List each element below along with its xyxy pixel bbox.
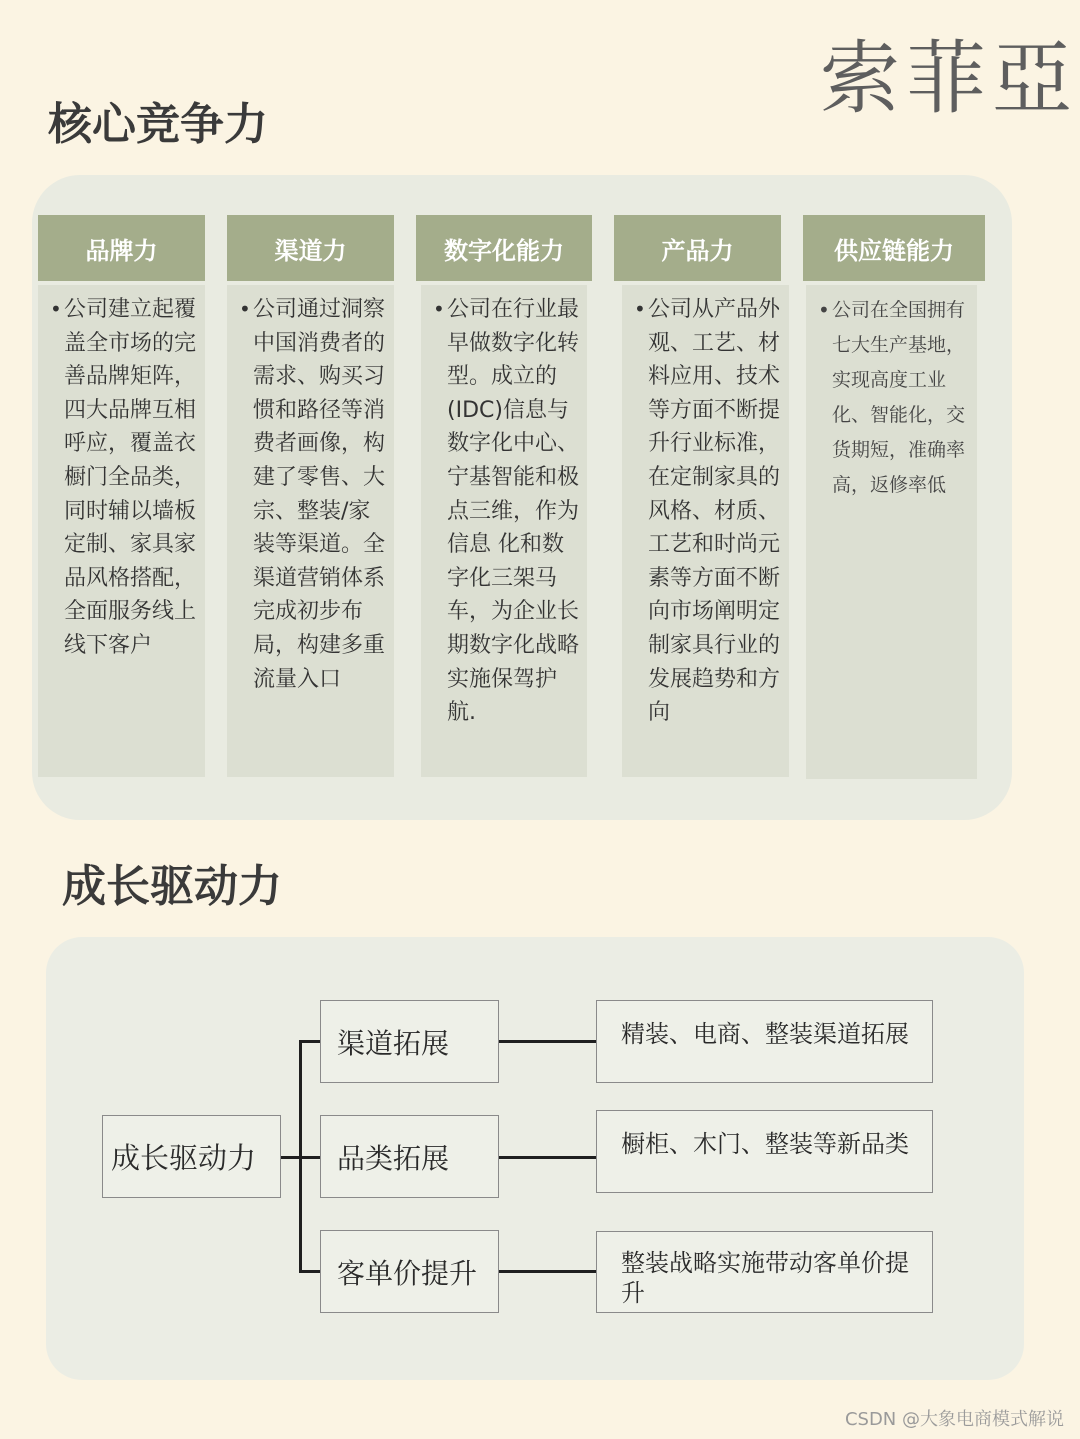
section-title-growth-drivers: 成长驱动力 — [62, 861, 282, 912]
bullet-text: 公司建立起覆盖全市场的完善品牌矩阵，四大品牌互相呼应，覆盖衣橱门全品类，同时辅以墙板定制、家具家品风格搭配，全面服务线上线下客户 — [64, 297, 197, 658]
connector-detail-1 — [498, 1040, 596, 1043]
bullet-item: • 公司在行业最早做数字化转型。成立的(IDC)信息与数字化中心、宁基智能和极点三维，作为信息 化和数字化三架马车，为企业长期数字化战略实施保驾护航. — [433, 293, 579, 730]
column-product — [614, 215, 781, 777]
connector-branch-2 — [299, 1156, 320, 1159]
bullet-item: • 公司在全国拥有七大生产基地，实现高度工业化、智能化，交货期短，准确率高，返修率低 — [818, 293, 969, 503]
bullet-item: • 公司建立起覆盖全市场的完善品牌矩阵，四大品牌互相呼应，覆盖衣橱门全品类，同时辅以墙板定制、家具家品风格搭配，全面服务线上线下客户 — [50, 293, 197, 663]
column-header: 供应链能力 — [803, 215, 985, 281]
connector-branch-1 — [299, 1040, 320, 1043]
column-header: 渠道力 — [227, 215, 394, 281]
column-brand — [38, 215, 205, 777]
column-body — [622, 285, 789, 777]
column-body — [38, 285, 205, 777]
bullet-text: 公司在行业最早做数字化转型。成立的(IDC)信息与数字化中心、宁基智能和极点三维，作为信息 化和数字化三架马车，为企业长期数字化战略实施保驾护航. — [447, 297, 580, 726]
column-header: 数字化能力 — [416, 215, 592, 281]
bullet-text: 公司通过洞察中国消费者的需求、购买习惯和路径等消费者画像，构建了零售、大宗、整装/家装等渠道。全渠道营销体系完成初步布局，构建多重流量入口 — [253, 297, 386, 692]
column-digital — [416, 215, 592, 777]
tree-branch-node: 客单价提升 — [320, 1230, 499, 1313]
tree-branch-node: 渠道拓展 — [320, 1000, 499, 1083]
watermark-text: CSDN @大象电商模式解说 — [844, 1409, 1064, 1430]
connector-root-trunk — [280, 1156, 300, 1159]
column-channel — [227, 215, 394, 777]
tree-detail-node: 整装战略实施带动客单价提升 — [596, 1231, 933, 1313]
bullet-item: • 公司从产品外观、工艺、材料应用、技术等方面不断提升行业标准， 在定制家具的风格、材质、工艺和时尚元素等方面不断向市场阐明定制家具行业的发展趋势和方向 — [634, 293, 781, 730]
tree-root-node: 成长驱动力 — [102, 1115, 281, 1198]
bullet-text: 公司在全国拥有七大生产基地，实现高度工业化、智能化，交货期短，准确率高，返修率低 — [832, 299, 966, 496]
tree-detail-node: 橱柜、木门、整装等新品类 — [596, 1110, 933, 1193]
section-title-core-competitiveness: 核心竞争力 — [48, 99, 268, 150]
connector-branch-3 — [299, 1270, 320, 1273]
brand-logo: 索菲亞 — [820, 32, 1078, 125]
column-header: 品牌力 — [38, 215, 205, 281]
column-body — [421, 285, 587, 777]
connector-detail-3 — [498, 1270, 596, 1273]
tree-detail-node: 精装、电商、整装渠道拓展 — [596, 1000, 933, 1083]
bullet-text: 公司从产品外观、工艺、材料应用、技术等方面不断提升行业标准， 在定制家具的风格、材质、工艺和时尚元素等方面不断向市场阐明定制家具行业的发展趋势和方向 — [648, 297, 781, 726]
column-header: 产品力 — [614, 215, 781, 281]
column-body — [227, 285, 394, 777]
column-supply-chain — [803, 215, 985, 779]
connector-detail-2 — [498, 1156, 596, 1159]
bullet-item: • 公司通过洞察中国消费者的需求、购买习惯和路径等消费者画像，构建了零售、大宗、整装/家装等渠道。全渠道营销体系完成初步布局，构建多重流量入口 — [239, 293, 386, 696]
tree-branch-node: 品类拓展 — [320, 1115, 499, 1198]
column-body — [806, 285, 977, 779]
